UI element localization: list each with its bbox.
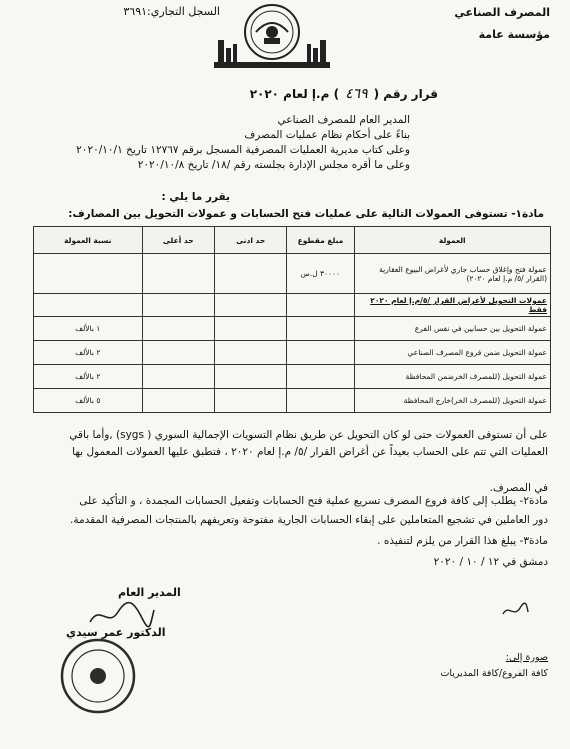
preamble-line-4: وعلى ما أقره مجلس الإدارة بجلسته رقم /١٨/ تاريخ ٢٠٢٠/١٠/٨ [137,159,410,171]
official-stamp [58,636,138,716]
table-row [34,317,551,341]
row-min [214,254,286,294]
article-2-line-1: مادة٢- يطلب إلى كافة فروع المصرف تسريع عملية فتح الحسابات وتفعيل الحسابات المجمدة ، و التأكيد على [79,495,548,507]
bank-name: المصرف الصناعي [454,6,550,19]
col-min: حد ادنى [214,227,286,254]
signatory-title: المدير العام [118,586,181,599]
row-min [214,317,286,341]
table-subheading-row [34,294,551,317]
row-rate: ١ بالألف [34,317,143,341]
decision-suffix: ) م.إ لعام ٢٠٢٠ [249,87,340,101]
article-2-line-2: دور العاملين في تشجيع المتعاملين على إبقاء الحسابات الجارية مفتوحة وتعريفهم بالمنتجات المصرفية المقدمة. [70,514,548,526]
preamble-line-1: المدير العام للمصرف الصناعي [277,114,410,126]
table-row [34,365,551,389]
article-3: مادة٣- يبلغ هذا القرار من يلزم لتنفيذه . [377,535,548,547]
row-label: عمولة التحويل ضمن فروع المصرف الصناعي [354,341,550,365]
row-label: عمولة التحويل (للمصرف الخر)خارج المحافظة [354,389,550,413]
signatory-name: الدكتور عمر سيدي [66,626,166,639]
decides-heading: يقرر ما يلي : [161,191,230,203]
note-line-2: العمليات التي تتم على الحساب بعيداً عن أغراض القرار /٥/ م.إ لعام ٢٠٢٠ ، فتطبق عليها العمولات المعمول بها [72,446,548,458]
row-min [214,341,286,365]
row-label: عمولة التحويل (للمصرف الخرضمن المحافظة [354,365,550,389]
row-flat-amount [287,317,354,341]
row-min [214,365,286,389]
initials-mark [500,600,530,620]
row-flat-amount [287,389,354,413]
commercial-register: السجل التجاري:٣٦٩١ [123,5,220,18]
decision-prefix: قرار رقم ( [373,87,438,101]
col-flat-amount: مبلغ مقطوع [287,227,354,254]
table-row [34,341,551,365]
row-label: عمولة التحويل بين حسابين في نفس الفرع [354,317,550,341]
copies-recipients: كافة الفروع/كافة المديريات [440,668,548,679]
col-rate: نسبة العمولة [34,227,143,254]
note-line-1: على أن تستوفى العمولات حتى لو كان التحويل عن طريق نظام التسويات الإجمالية السوري ( sygs) ,وأما باقي [69,429,548,441]
row-max [142,317,214,341]
preamble-line-2: بناءً على أحكام نظام عمليات المصرف [244,129,410,141]
col-max: حد أعلى [142,227,214,254]
table-row [34,389,551,413]
decision-title [250,86,438,102]
row-max [142,341,214,365]
preamble-line-3: وعلى كتاب مديرية العمليات المصرفية المسجل برقم ١٢٧٦٧ تاريخ ٢٠٢٠/١٠/١ [76,144,410,156]
fee-table-header-row [34,227,551,254]
table-row [34,254,551,294]
row-flat-amount: ٣٠٠٠٠ ل.س [287,254,354,294]
copies-heading: صورة إلى: [505,652,548,663]
note-line-3: في المصرف. [489,482,548,494]
article-1: مادة١- تستوفى العمولات التالية على عمليات فتح الحسابات و عمولات التحويل بين المصارف: [68,208,544,220]
row-min [214,389,286,413]
issue-date: دمشق في ١٢ / ١٠ / ٢٠٢٠ [433,556,548,568]
row-rate: ٥ بالألف [34,389,143,413]
row-rate: ٢ بالألف [34,365,143,389]
fee-table [33,226,551,413]
row-max [142,254,214,294]
header-bank-block [390,2,550,46]
row-flat-amount [287,365,354,389]
row-label: عمولة فتح وإغلاق حساب جاري لأغراض البيوع العقارية (القرار /٥/ م.إ لعام ٢٠٢٠) [354,254,550,294]
row-max [142,365,214,389]
col-commission: العمولة [354,227,550,254]
transfer-subheading: عمولات التحويل لأغراض القرار /٥/م.إ لعام ٢٠٢٠ فقط [354,294,550,317]
row-flat-amount [287,341,354,365]
bank-logo [212,0,332,72]
row-max [142,389,214,413]
row-rate [34,254,143,294]
institution-type: مؤسسة عامة [478,28,550,41]
row-rate: ٢ بالألف [34,341,143,365]
decision-number: ٤٦٩ [345,86,368,102]
